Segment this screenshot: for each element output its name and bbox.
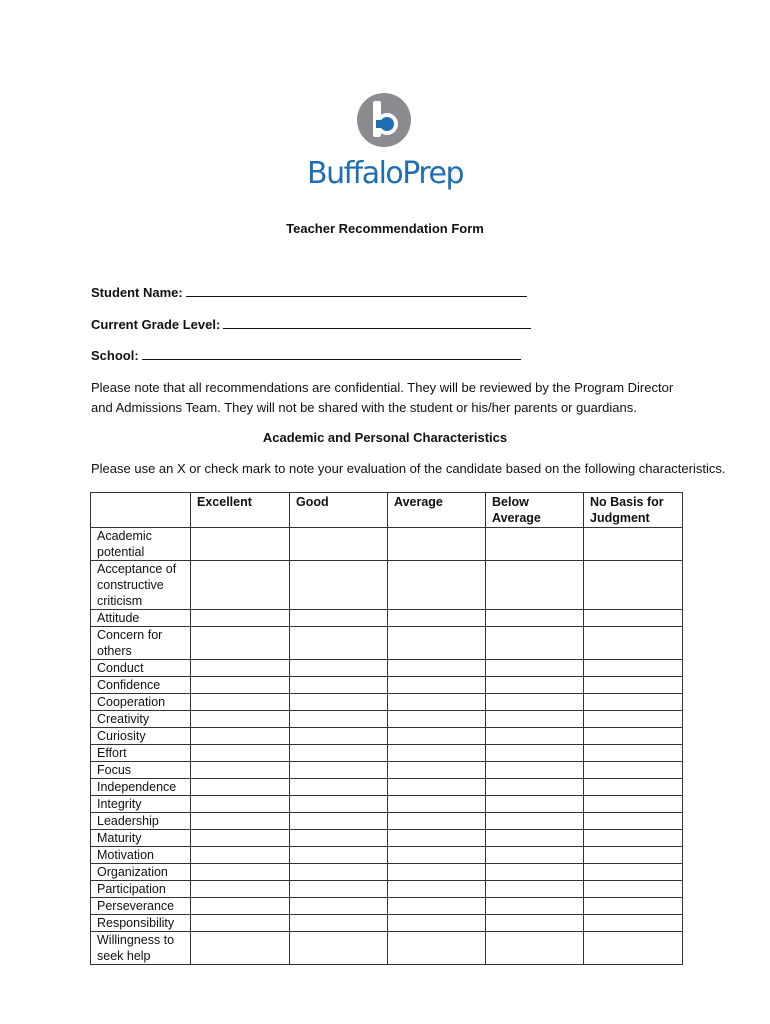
rating-cell[interactable] (191, 881, 290, 898)
rating-cell[interactable] (191, 847, 290, 864)
rating-cell[interactable] (191, 660, 290, 677)
rating-cell[interactable] (290, 813, 388, 830)
rating-cell[interactable] (290, 779, 388, 796)
column-header: Average (388, 493, 486, 528)
table-row (91, 762, 683, 779)
rating-cell[interactable] (486, 561, 584, 610)
rating-cell[interactable] (191, 528, 290, 561)
rating-cell[interactable] (191, 898, 290, 915)
table-row (91, 711, 683, 728)
grade-level-label: Current Grade Level: (91, 317, 221, 332)
rating-cell[interactable] (290, 677, 388, 694)
characteristic-label: Perseverance (91, 898, 191, 915)
table-row (91, 813, 683, 830)
rating-cell[interactable] (191, 813, 290, 830)
rating-cell[interactable] (486, 627, 584, 660)
characteristic-label: Conduct (91, 660, 191, 677)
student-name-line[interactable] (186, 284, 527, 297)
logo-wordmark: BuffaloPrep (306, 156, 464, 191)
characteristic-label: Acceptance of constructive criticism (91, 561, 191, 610)
characteristic-label: Integrity (91, 796, 191, 813)
table-row (91, 660, 683, 677)
rating-cell[interactable] (486, 745, 584, 762)
rating-cell[interactable] (584, 932, 683, 965)
table-row (91, 847, 683, 864)
instructions: Please use an X or check mark to note your evaluation of the candidate based on the following characteristics. (91, 461, 726, 476)
rating-cell[interactable] (486, 847, 584, 864)
rating-cell[interactable] (486, 932, 584, 965)
rating-cell[interactable] (290, 796, 388, 813)
table-row (91, 915, 683, 932)
rating-cell[interactable] (584, 627, 683, 660)
rating-cell[interactable] (191, 677, 290, 694)
grade-level-line[interactable] (223, 316, 531, 329)
characteristic-label: Responsibility (91, 915, 191, 932)
characteristic-label: Independence (91, 779, 191, 796)
table-row (91, 796, 683, 813)
rating-cell[interactable] (486, 528, 584, 561)
rating-cell[interactable] (290, 762, 388, 779)
rating-cell[interactable] (191, 864, 290, 881)
rating-cell[interactable] (388, 864, 486, 881)
rating-cell[interactable] (388, 779, 486, 796)
rating-cell[interactable] (388, 694, 486, 711)
characteristic-label: Concern for others (91, 627, 191, 660)
rating-cell[interactable] (486, 728, 584, 745)
rating-cell[interactable] (191, 728, 290, 745)
school-field[interactable] (91, 347, 521, 363)
student-name-field[interactable] (91, 284, 527, 300)
evaluation-table (90, 492, 683, 965)
rating-cell[interactable] (191, 779, 290, 796)
table-row (91, 561, 683, 610)
characteristic-label: Leadership (91, 813, 191, 830)
rating-cell[interactable] (388, 881, 486, 898)
rating-cell[interactable] (388, 898, 486, 915)
characteristic-label: Maturity (91, 830, 191, 847)
rating-cell[interactable] (486, 915, 584, 932)
characteristic-label: Academic potential (91, 528, 191, 561)
rating-cell[interactable] (486, 677, 584, 694)
rating-cell[interactable] (290, 711, 388, 728)
characteristic-label: Effort (91, 745, 191, 762)
rating-cell[interactable] (486, 881, 584, 898)
rating-cell[interactable] (584, 864, 683, 881)
rating-cell[interactable] (486, 813, 584, 830)
table-row (91, 694, 683, 711)
rating-cell[interactable] (290, 694, 388, 711)
characteristic-label: Curiosity (91, 728, 191, 745)
rating-cell[interactable] (486, 779, 584, 796)
rating-cell[interactable] (584, 830, 683, 847)
buffalo-prep-logo (0, 88, 770, 198)
rating-cell[interactable] (584, 881, 683, 898)
rating-cell[interactable] (290, 847, 388, 864)
rating-cell[interactable] (191, 796, 290, 813)
rating-cell[interactable] (584, 813, 683, 830)
rating-cell[interactable] (290, 864, 388, 881)
rating-cell[interactable] (388, 627, 486, 660)
rating-cell[interactable] (191, 694, 290, 711)
rating-cell[interactable] (388, 728, 486, 745)
rating-cell[interactable] (388, 915, 486, 932)
rating-cell[interactable] (388, 830, 486, 847)
form-title: Teacher Recommendation Form (286, 221, 484, 236)
rating-cell[interactable] (584, 610, 683, 627)
rating-cell[interactable] (191, 932, 290, 965)
rating-cell[interactable] (191, 762, 290, 779)
rating-cell[interactable] (290, 830, 388, 847)
rating-cell[interactable] (584, 561, 683, 610)
rating-cell[interactable] (290, 898, 388, 915)
student-name-label: Student Name: (91, 285, 183, 300)
table-row (91, 932, 683, 965)
table-row (91, 830, 683, 847)
rating-cell[interactable] (584, 762, 683, 779)
table-row (91, 745, 683, 762)
characteristic-label: Confidence (91, 677, 191, 694)
rating-cell[interactable] (388, 528, 486, 561)
rating-cell[interactable] (191, 627, 290, 660)
rating-cell[interactable] (486, 711, 584, 728)
rating-cell[interactable] (584, 898, 683, 915)
rating-cell[interactable] (486, 864, 584, 881)
rating-cell[interactable] (290, 881, 388, 898)
rating-cell[interactable] (290, 932, 388, 965)
grade-level-field[interactable] (91, 316, 531, 332)
characteristic-label: Organization (91, 864, 191, 881)
column-header: Good (290, 493, 388, 528)
rating-cell[interactable] (584, 677, 683, 694)
rating-cell[interactable] (486, 796, 584, 813)
rating-cell[interactable] (191, 711, 290, 728)
rating-cell[interactable] (486, 898, 584, 915)
column-header: No Basis for Judgment (584, 493, 683, 528)
table-row (91, 881, 683, 898)
rating-cell[interactable] (290, 610, 388, 627)
rating-cell[interactable] (388, 762, 486, 779)
characteristic-label: Participation (91, 881, 191, 898)
rating-cell[interactable] (290, 745, 388, 762)
rating-cell[interactable] (290, 627, 388, 660)
rating-cell[interactable] (584, 728, 683, 745)
rating-cell[interactable] (388, 677, 486, 694)
section-title: Academic and Personal Characteristics (262, 430, 508, 445)
table-row (91, 610, 683, 627)
rating-cell[interactable] (486, 830, 584, 847)
rating-cell[interactable] (388, 610, 486, 627)
characteristic-label: Willingness to seek help (91, 932, 191, 965)
characteristic-label: Attitude (91, 610, 191, 627)
rating-cell[interactable] (388, 745, 486, 762)
characteristic-label: Focus (91, 762, 191, 779)
table-row (91, 898, 683, 915)
rating-cell[interactable] (191, 561, 290, 610)
rating-cell[interactable] (388, 561, 486, 610)
rating-cell[interactable] (486, 660, 584, 677)
rating-cell[interactable] (584, 694, 683, 711)
rating-cell[interactable] (486, 762, 584, 779)
rating-cell[interactable] (290, 528, 388, 561)
rating-cell[interactable] (191, 610, 290, 627)
rating-cell[interactable] (486, 694, 584, 711)
characteristic-label: Creativity (91, 711, 191, 728)
rating-cell[interactable] (388, 847, 486, 864)
rating-cell[interactable] (191, 745, 290, 762)
rating-cell[interactable] (584, 847, 683, 864)
table-row (91, 728, 683, 745)
buffalo-prep-logo-icon (356, 92, 412, 148)
school-line[interactable] (142, 347, 521, 360)
rating-cell[interactable] (486, 610, 584, 627)
column-header (91, 493, 191, 528)
rating-cell[interactable] (388, 932, 486, 965)
rating-cell[interactable] (388, 813, 486, 830)
table-row (91, 779, 683, 796)
rating-cell[interactable] (584, 711, 683, 728)
rating-cell[interactable] (290, 915, 388, 932)
rating-cell[interactable] (388, 796, 486, 813)
table-header-row (91, 493, 683, 528)
table-row (91, 627, 683, 660)
rating-cell[interactable] (584, 779, 683, 796)
rating-cell[interactable] (191, 915, 290, 932)
rating-cell[interactable] (290, 660, 388, 677)
rating-cell[interactable] (584, 796, 683, 813)
rating-cell[interactable] (584, 660, 683, 677)
table-row (91, 677, 683, 694)
rating-cell[interactable] (388, 660, 486, 677)
rating-cell[interactable] (191, 830, 290, 847)
rating-cell[interactable] (584, 915, 683, 932)
characteristic-label: Motivation (91, 847, 191, 864)
column-header: Excellent (191, 493, 290, 528)
rating-cell[interactable] (290, 728, 388, 745)
school-label: School: (91, 348, 139, 363)
table-row (91, 528, 683, 561)
rating-cell[interactable] (584, 528, 683, 561)
column-header: Below Average (486, 493, 584, 528)
rating-cell[interactable] (290, 561, 388, 610)
characteristic-label: Cooperation (91, 694, 191, 711)
rating-cell[interactable] (388, 711, 486, 728)
table-row (91, 864, 683, 881)
confidentiality-note: Please note that all recommendations are confidential. They will be reviewed by the Program Director and Admissions Team. They will not be shared with the student or his/her parents or guardians. (91, 380, 674, 415)
rating-cell[interactable] (584, 745, 683, 762)
